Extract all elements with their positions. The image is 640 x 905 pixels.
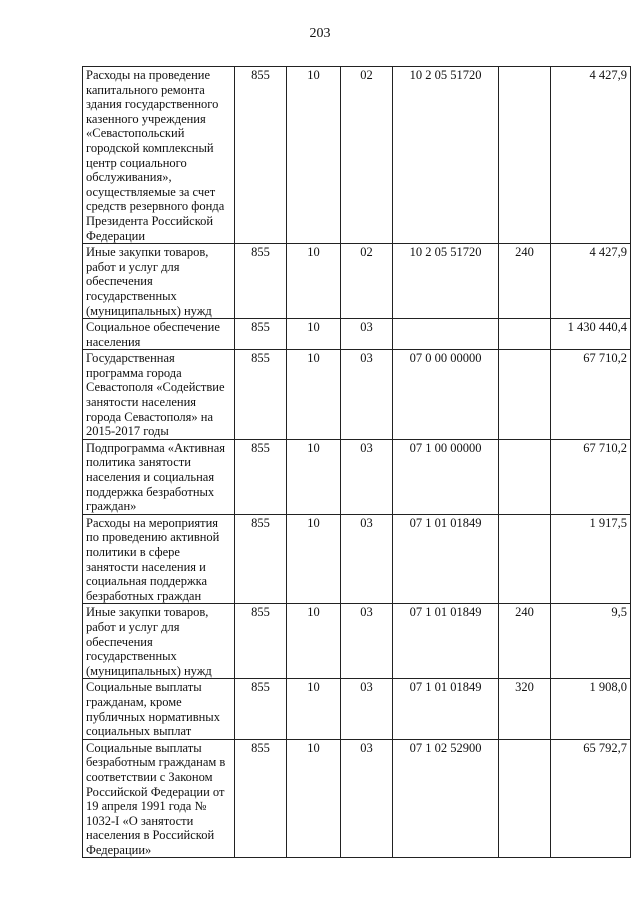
row-amount: 67 710,2 [551,350,631,440]
row-section-code: 10 [287,244,341,319]
table-row [83,319,631,350]
row-amount: 65 792,7 [551,739,631,858]
row-target-article [393,319,499,350]
row-amount: 4 427,9 [551,244,631,319]
row-ministry-code: 855 [235,244,287,319]
row-expense-type [499,350,551,440]
row-ministry-code: 855 [235,739,287,858]
row-subsection-code: 03 [341,350,393,440]
row-expense-type: 320 [499,679,551,739]
row-ministry-code: 855 [235,514,287,604]
table-row [83,514,631,604]
row-target-article: 07 1 02 52900 [393,739,499,858]
row-target-article: 10 2 05 51720 [393,244,499,319]
row-subsection-code: 03 [341,439,393,514]
table-row [83,350,631,440]
row-amount: 1 430 440,4 [551,319,631,350]
row-section-code: 10 [287,350,341,440]
budget-table [82,66,631,858]
row-expense-type [499,514,551,604]
table-row [83,679,631,739]
row-section-code: 10 [287,679,341,739]
row-target-article: 07 0 00 00000 [393,350,499,440]
row-section-code: 10 [287,514,341,604]
row-description: Иные закупки товаров, работ и услуг для обеспечения государственных (муниципальных) нужд [83,604,235,679]
row-description: Социальные выплаты безработным гражданам в соответствии с Законом Российской Федерации от 19 апреля 1991 года № 1032-I «О занятости населения в Российской Федерации» [83,739,235,858]
row-ministry-code: 855 [235,319,287,350]
row-expense-type [499,739,551,858]
row-subsection-code: 03 [341,319,393,350]
row-ministry-code: 855 [235,67,287,244]
table-row [83,604,631,679]
row-subsection-code: 02 [341,244,393,319]
row-subsection-code: 03 [341,514,393,604]
row-amount: 1 917,5 [551,514,631,604]
row-expense-type [499,319,551,350]
row-section-code: 10 [287,67,341,244]
row-subsection-code: 03 [341,604,393,679]
row-amount: 67 710,2 [551,439,631,514]
row-expense-type: 240 [499,244,551,319]
row-description: Социальные выплаты гражданам, кроме публичных нормативных социальных выплат [83,679,235,739]
row-description: Иные закупки товаров, работ и услуг для обеспечения государственных (муниципальных) нужд [83,244,235,319]
row-ministry-code: 855 [235,604,287,679]
row-section-code: 10 [287,319,341,350]
table-row [83,67,631,244]
row-expense-type: 240 [499,604,551,679]
row-description: Государственная программа города Севастополя «Содействие занятости населения города Севастополя» на 2015-2017 годы [83,350,235,440]
row-target-article: 07 1 01 01849 [393,604,499,679]
row-section-code: 10 [287,739,341,858]
row-target-article: 10 2 05 51720 [393,67,499,244]
row-ministry-code: 855 [235,679,287,739]
row-subsection-code: 03 [341,679,393,739]
row-expense-type [499,67,551,244]
row-amount: 4 427,9 [551,67,631,244]
row-subsection-code: 03 [341,739,393,858]
table-row [83,244,631,319]
budget-table-body [83,67,631,858]
table-row [83,739,631,858]
row-target-article: 07 1 01 01849 [393,679,499,739]
row-target-article: 07 1 01 01849 [393,514,499,604]
row-description: Подпрограмма «Активная политика занятости населения и социальная поддержка безработных граждан» [83,439,235,514]
row-ministry-code: 855 [235,350,287,440]
row-description: Расходы на проведение капитального ремонта здания государственного казенного учреждения «Севастопольский городской комплексный центр социального обслуживания», осуществляемые за счет средств резервного фонда Президента Российской Федерации [83,67,235,244]
row-target-article: 07 1 00 00000 [393,439,499,514]
row-amount: 1 908,0 [551,679,631,739]
row-description: Социальное обеспечение населения [83,319,235,350]
row-expense-type [499,439,551,514]
row-amount: 9,5 [551,604,631,679]
row-ministry-code: 855 [235,439,287,514]
row-section-code: 10 [287,604,341,679]
row-description: Расходы на мероприятия по проведению активной политики в сфере занятости населения и социальная поддержка безработных граждан [83,514,235,604]
row-section-code: 10 [287,439,341,514]
page-number: 203 [309,26,331,41]
row-subsection-code: 02 [341,67,393,244]
table-row [83,439,631,514]
